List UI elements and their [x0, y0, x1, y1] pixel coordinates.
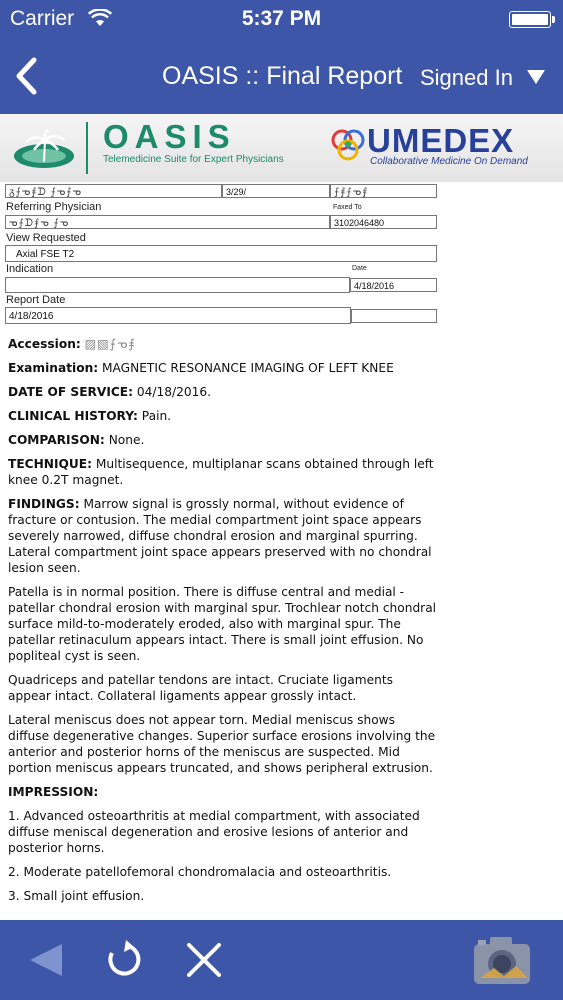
battery-icon: [509, 11, 551, 28]
comparison-line: COMPARISON: None.: [8, 433, 145, 447]
umedex-logo-text: UMEDEX: [367, 122, 515, 159]
impression-item: 1. Advanced osteoarthritis at medial compartment, with associated diffuse meniscal degeneration and erosive lesions of anterior and posterior horns.: [8, 809, 420, 855]
referring-physician-field: [5, 215, 330, 229]
bottom-toolbar: [0, 920, 563, 1000]
indication-label: Indication: [6, 263, 54, 275]
quadriceps-paragraph: Quadriceps and patellar tendons are intact. Cruciate ligaments appear intact. Collateral ligaments appear grossly intact.: [8, 673, 393, 703]
date-label: Date: [352, 265, 367, 272]
umedex-logo-icon: [328, 126, 368, 166]
chevron-down-icon[interactable]: [527, 70, 545, 84]
back-chevron-icon[interactable]: [12, 56, 42, 96]
back-arrow-icon[interactable]: [28, 942, 64, 978]
reload-icon[interactable]: [104, 940, 144, 980]
redacted-accession: ▨▧⨍ᓀ⨎: [84, 337, 136, 351]
faxed-to-label: Faxed To: [333, 204, 362, 211]
report-date-field: 4/18/2016: [5, 307, 351, 324]
redacted-patient-name: ᵹ⨍ᓀ⨎ᗪ ⨍ᓀ⨍ᓀ: [9, 187, 83, 198]
accession-line: Accession: ▨▧⨍ᓀ⨎: [8, 337, 136, 351]
history-line: CLINICAL HISTORY: Pain.: [8, 409, 172, 423]
camera-icon[interactable]: [472, 932, 532, 988]
clock: 5:37 PM: [241, 7, 322, 30]
technique-paragraph: TECHNIQUE: Multisequence, multiplanar scans obtained through left knee 0.2T magnet.: [8, 457, 434, 487]
status-bar: [0, 0, 563, 40]
report-body: [8, 336, 438, 912]
report-document[interactable]: [0, 182, 563, 920]
referring-physician-label: Referring Physician: [6, 201, 102, 213]
impression-item: 3. Small joint effusion.: [8, 889, 145, 903]
date-field: 4/18/2016: [350, 278, 437, 292]
view-requested-label: View Requested: [6, 232, 86, 244]
report-date-label: Report Date: [6, 294, 66, 306]
carrier-label: Carrier: [10, 7, 75, 30]
impression-heading: IMPRESSION:: [8, 785, 99, 799]
page-title: OASIS :: Final Report: [162, 62, 403, 90]
palm-logo-icon: [12, 128, 76, 170]
report-banner: [0, 114, 563, 182]
oasis-logo-text: OASIS: [103, 118, 236, 155]
indication-field: [5, 277, 350, 293]
faxed-to-field: 3102046480: [330, 215, 437, 229]
umedex-tagline: Collaborative Medicine On Demand: [370, 156, 528, 167]
date-field-1: 3/29/: [222, 184, 330, 198]
close-icon[interactable]: [186, 942, 222, 978]
banner-divider: [86, 122, 88, 174]
redacted-physician: ᓀ⨍ᗪ⨎ᓀ ⨍ᓀ: [9, 218, 70, 229]
patella-paragraph: Patella is in normal position. There is diffuse central and medial - patellar chondral erosion with marginal spur. Trochlear notch chondral surface mild-to-moderately eroded, also with marginal spur. The patellar retinaculum appears intact. There is small joint effusion. No popliteal cyst is seen.: [8, 585, 437, 663]
patient-name-field: [5, 184, 222, 198]
signature-field: [351, 309, 437, 323]
meniscus-paragraph: Lateral meniscus does not appear torn. Medial meniscus shows diffuse degenerative changes. Superior surface erosions involving the anterior and posterior horns of the meniscus are suspected. Mid portion meniscus appears truncated, and shows peripheral extrusion.: [8, 713, 436, 775]
findings-paragraph: FINDINGS: Marrow signal is grossly normal, without evidence of fracture or contusion. The medial compartment joint space appears severely narrowed, diffuse chondral erosion and marginal spurring. Lateral compartment joint space appears preserved with no chondral lesion seen.: [8, 497, 432, 575]
examination-line: Examination: MAGNETIC RESONANCE IMAGING OF LEFT KNEE: [8, 361, 394, 375]
view-requested-field: Axial FSE T2: [5, 245, 437, 262]
nav-bar: [0, 40, 563, 114]
oasis-tagline: Telemedicine Suite for Expert Physicians: [103, 154, 284, 165]
redacted-id: ⨍⨎⨍ᓀ⨎: [334, 187, 369, 198]
dos-line: DATE OF SERVICE: 04/18/2016.: [8, 385, 212, 399]
signed-in-menu[interactable]: Signed In: [420, 65, 513, 90]
id-field: [330, 184, 437, 198]
impression-item: 2. Moderate patellofemoral chondromalacia and osteoarthritis.: [8, 865, 392, 879]
